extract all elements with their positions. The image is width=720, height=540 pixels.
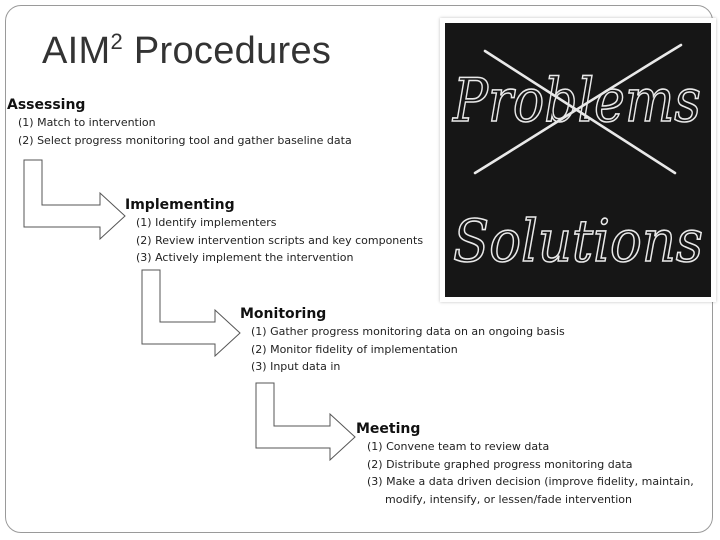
step-list	[125, 214, 423, 267]
crossed-word: Problems	[452, 66, 701, 136]
list-item: (2) Select progress monitoring tool and gather baseline data	[18, 133, 352, 147]
arrow-implementing-to-monitoring	[142, 270, 240, 356]
list-item: (3) Make a data driven decision (improve fidelity, maintain,	[367, 475, 694, 488]
title-suffix: Procedures	[123, 30, 332, 72]
step-heading: Assessing	[7, 97, 86, 113]
title-text: AIM	[42, 30, 111, 72]
arrow-assessing-to-implementing	[24, 160, 125, 239]
list-item: modify, intensify, or lessen/fade intervention	[385, 492, 633, 506]
step-heading: Meeting	[356, 421, 421, 437]
step-list	[356, 438, 694, 508]
step-list	[240, 323, 565, 376]
step-implementing	[125, 196, 423, 267]
step-heading: Implementing	[125, 197, 235, 213]
list-item: (1) Gather progress monitoring data on an ongoing basis	[251, 325, 565, 338]
step-list	[7, 114, 352, 149]
arrow-monitoring-to-meeting	[256, 383, 355, 460]
list-item: (2) Review intervention scripts and key components	[136, 233, 424, 247]
list-item: (1) Identify implementers	[136, 216, 277, 229]
step-heading: Monitoring	[240, 306, 327, 322]
list-item: (3) Input data in	[251, 360, 341, 373]
list-item: (3) Actively implement the intervention	[136, 251, 354, 264]
step-monitoring	[240, 305, 565, 376]
list-item: (2) Monitor fidelity of implementation	[251, 342, 458, 356]
list-item: (1) Match to intervention	[18, 116, 156, 129]
solutions-word: Solutions	[453, 207, 703, 275]
title-superscript: 2	[110, 29, 124, 54]
list-item: (1) Convene team to review data	[367, 440, 550, 453]
list-item: (2) Distribute graphed progress monitoring data	[367, 457, 633, 471]
step-assessing	[7, 96, 352, 149]
step-meeting	[356, 420, 694, 508]
